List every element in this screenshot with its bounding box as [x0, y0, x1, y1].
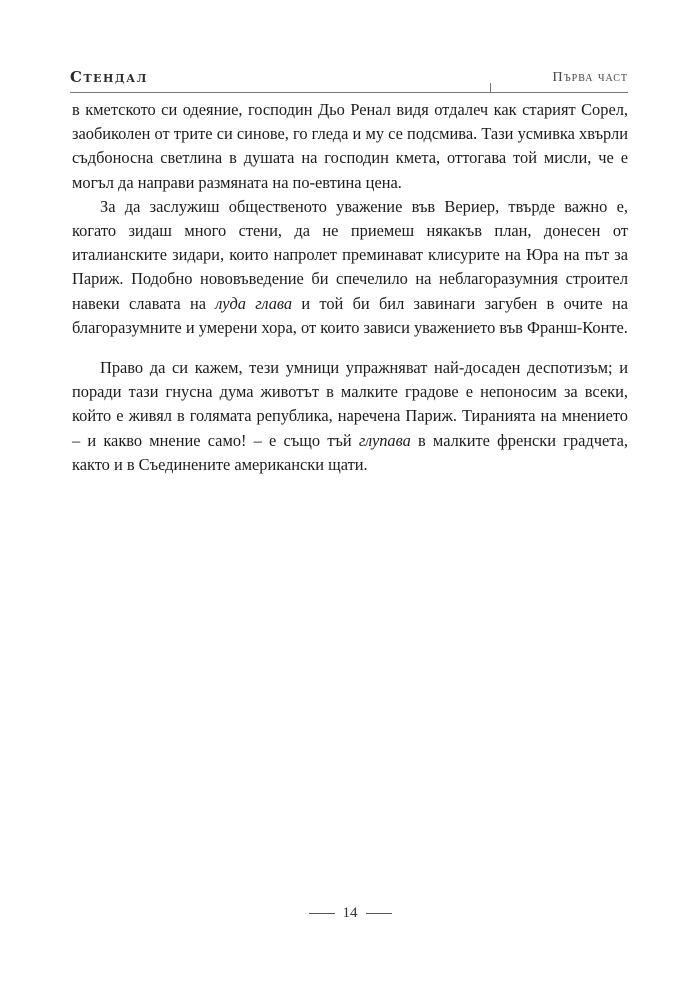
header-author: Стендал — [70, 68, 148, 86]
paragraph-2-italic: луда глава — [215, 293, 293, 313]
paragraph-3 — [72, 356, 628, 477]
paragraph-3-italic: глупава — [358, 430, 411, 450]
page-footer — [0, 905, 700, 922]
paragraph-3-text-b: в малките френски градчета, както и в Съединените американски щати. — [72, 430, 628, 474]
paragraph-2-text-b: и той би бил завинаги загубен в очите на благоразумните и умерени хора, от които зависи уважението във Франш-Конте. — [72, 293, 628, 337]
paragraph-1 — [72, 98, 628, 195]
footer-dash-right — [366, 913, 392, 914]
paragraph-2-text-a: За да заслужиш общественото уважение във Вериер, твърде важно е, когато зидаш много стени, да не приемеш някакъв план, донесен от италианските зидари, които напролет преминават клисурите на Юра на път за Париж. Подобно нововъведение би спечелило на неблагоразумния строител навеки славата на — [72, 196, 628, 313]
running-header — [70, 68, 628, 90]
page-number: 14 — [342, 905, 358, 921]
header-part-title: Първа част — [552, 70, 628, 85]
paragraph-2 — [72, 195, 628, 340]
footer-dash-left — [309, 913, 335, 914]
paragraph-1-text: в кметското си одеяние, господин Дьо Ренал видя отдалеч как старият Сорел, заобиколен от трите си синове, го гледа и му се подсмива. Тази усмивка хвърли съдбоносна светлина в душата на господин кмета, оттогава той мисли, че е могъл да направи размяната на по-евтина цена. — [72, 100, 628, 192]
paragraph-3-text-a: Право да си кажем, тези умници упражняват най-досаден деспотизъм; и поради тази гнусна дума животът в малките градове е непоносим за всеки, който е живял в голямата република, наречена Париж. Тиранията на мнението – и какво мнение само! – е също тъй — [72, 358, 628, 450]
header-rule-tick — [490, 83, 491, 92]
body-text — [72, 98, 628, 477]
header-rule — [70, 92, 628, 93]
